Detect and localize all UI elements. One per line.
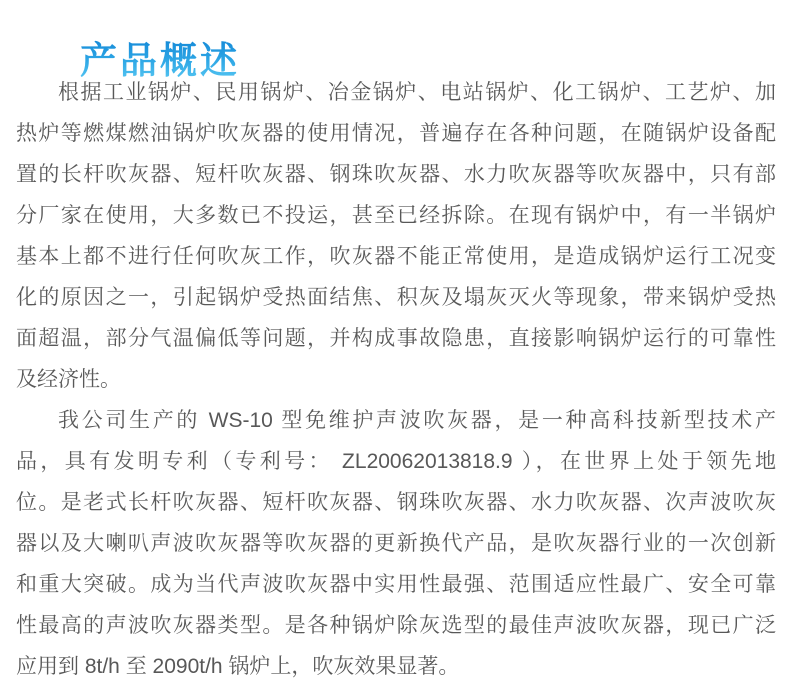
text-line: 性最高的声波吹灰器类型。是各种锅炉除灰选型的最佳声波吹灰器，现已广泛 [16,614,776,637]
page-title: 产品概述 [80,37,240,85]
text-line: 位。是老式长杆吹灰器、短杆吹灰器、钢珠吹灰器、水力吹灰器、次声波吹灰 [16,491,776,514]
text-line: 分厂家在使用，大多数已不投运，甚至已经拆除。在现有锅炉中，有一半锅炉 [16,204,776,227]
text-line: 化的原因之一，引起锅炉受热面结焦、积灰及塌灰灭火等现象，带来锅炉受热 [16,286,776,309]
text-line: 根据工业锅炉、民用锅炉、冶金锅炉、电站锅炉、化工锅炉、工艺炉、加 [58,81,776,104]
text-line: 基本上都不进行任何吹灰工作，吹灰器不能正常使用，是造成锅炉运行工况变 [16,245,776,268]
text-line: 我公司生产的 WS-10 型免维护声波吹灰器，是一种高科技新型技术产 [58,409,776,432]
text-line: 和重大突破。成为当代声波吹灰器中实用性最强、范围适应性最广、安全可靠 [16,573,776,596]
paragraph-2 [16,400,776,687]
text-line: 器以及大喇叭声波吹灰器等吹灰器的更新换代产品，是吹灰器行业的一次创新 [16,532,776,555]
text-line: 品，具有发明专利（专利号： ZL20062013818.9 ），在世界上处于领先地 [16,450,776,473]
text-line: 置的长杆吹灰器、短杆吹灰器、钢珠吹灰器、水力吹灰器等吹灰器中，只有部 [16,163,776,186]
title-row [16,12,776,81]
text-line: 应用到 8t/h 至 2090t/h 锅炉上，吹灰效果显著。 [16,655,460,678]
text-line: 面超温，部分气温偏低等问题，并构成事故隐患，直接影响锅炉运行的可靠性 [16,327,776,350]
text-line: 及经济性。 [16,368,121,391]
text-line: 热炉等燃煤燃油锅炉吹灰器的使用情况，普遍存在各种问题，在随锅炉设备配 [16,122,776,145]
paragraph-1 [16,72,776,400]
document-body [16,72,776,687]
